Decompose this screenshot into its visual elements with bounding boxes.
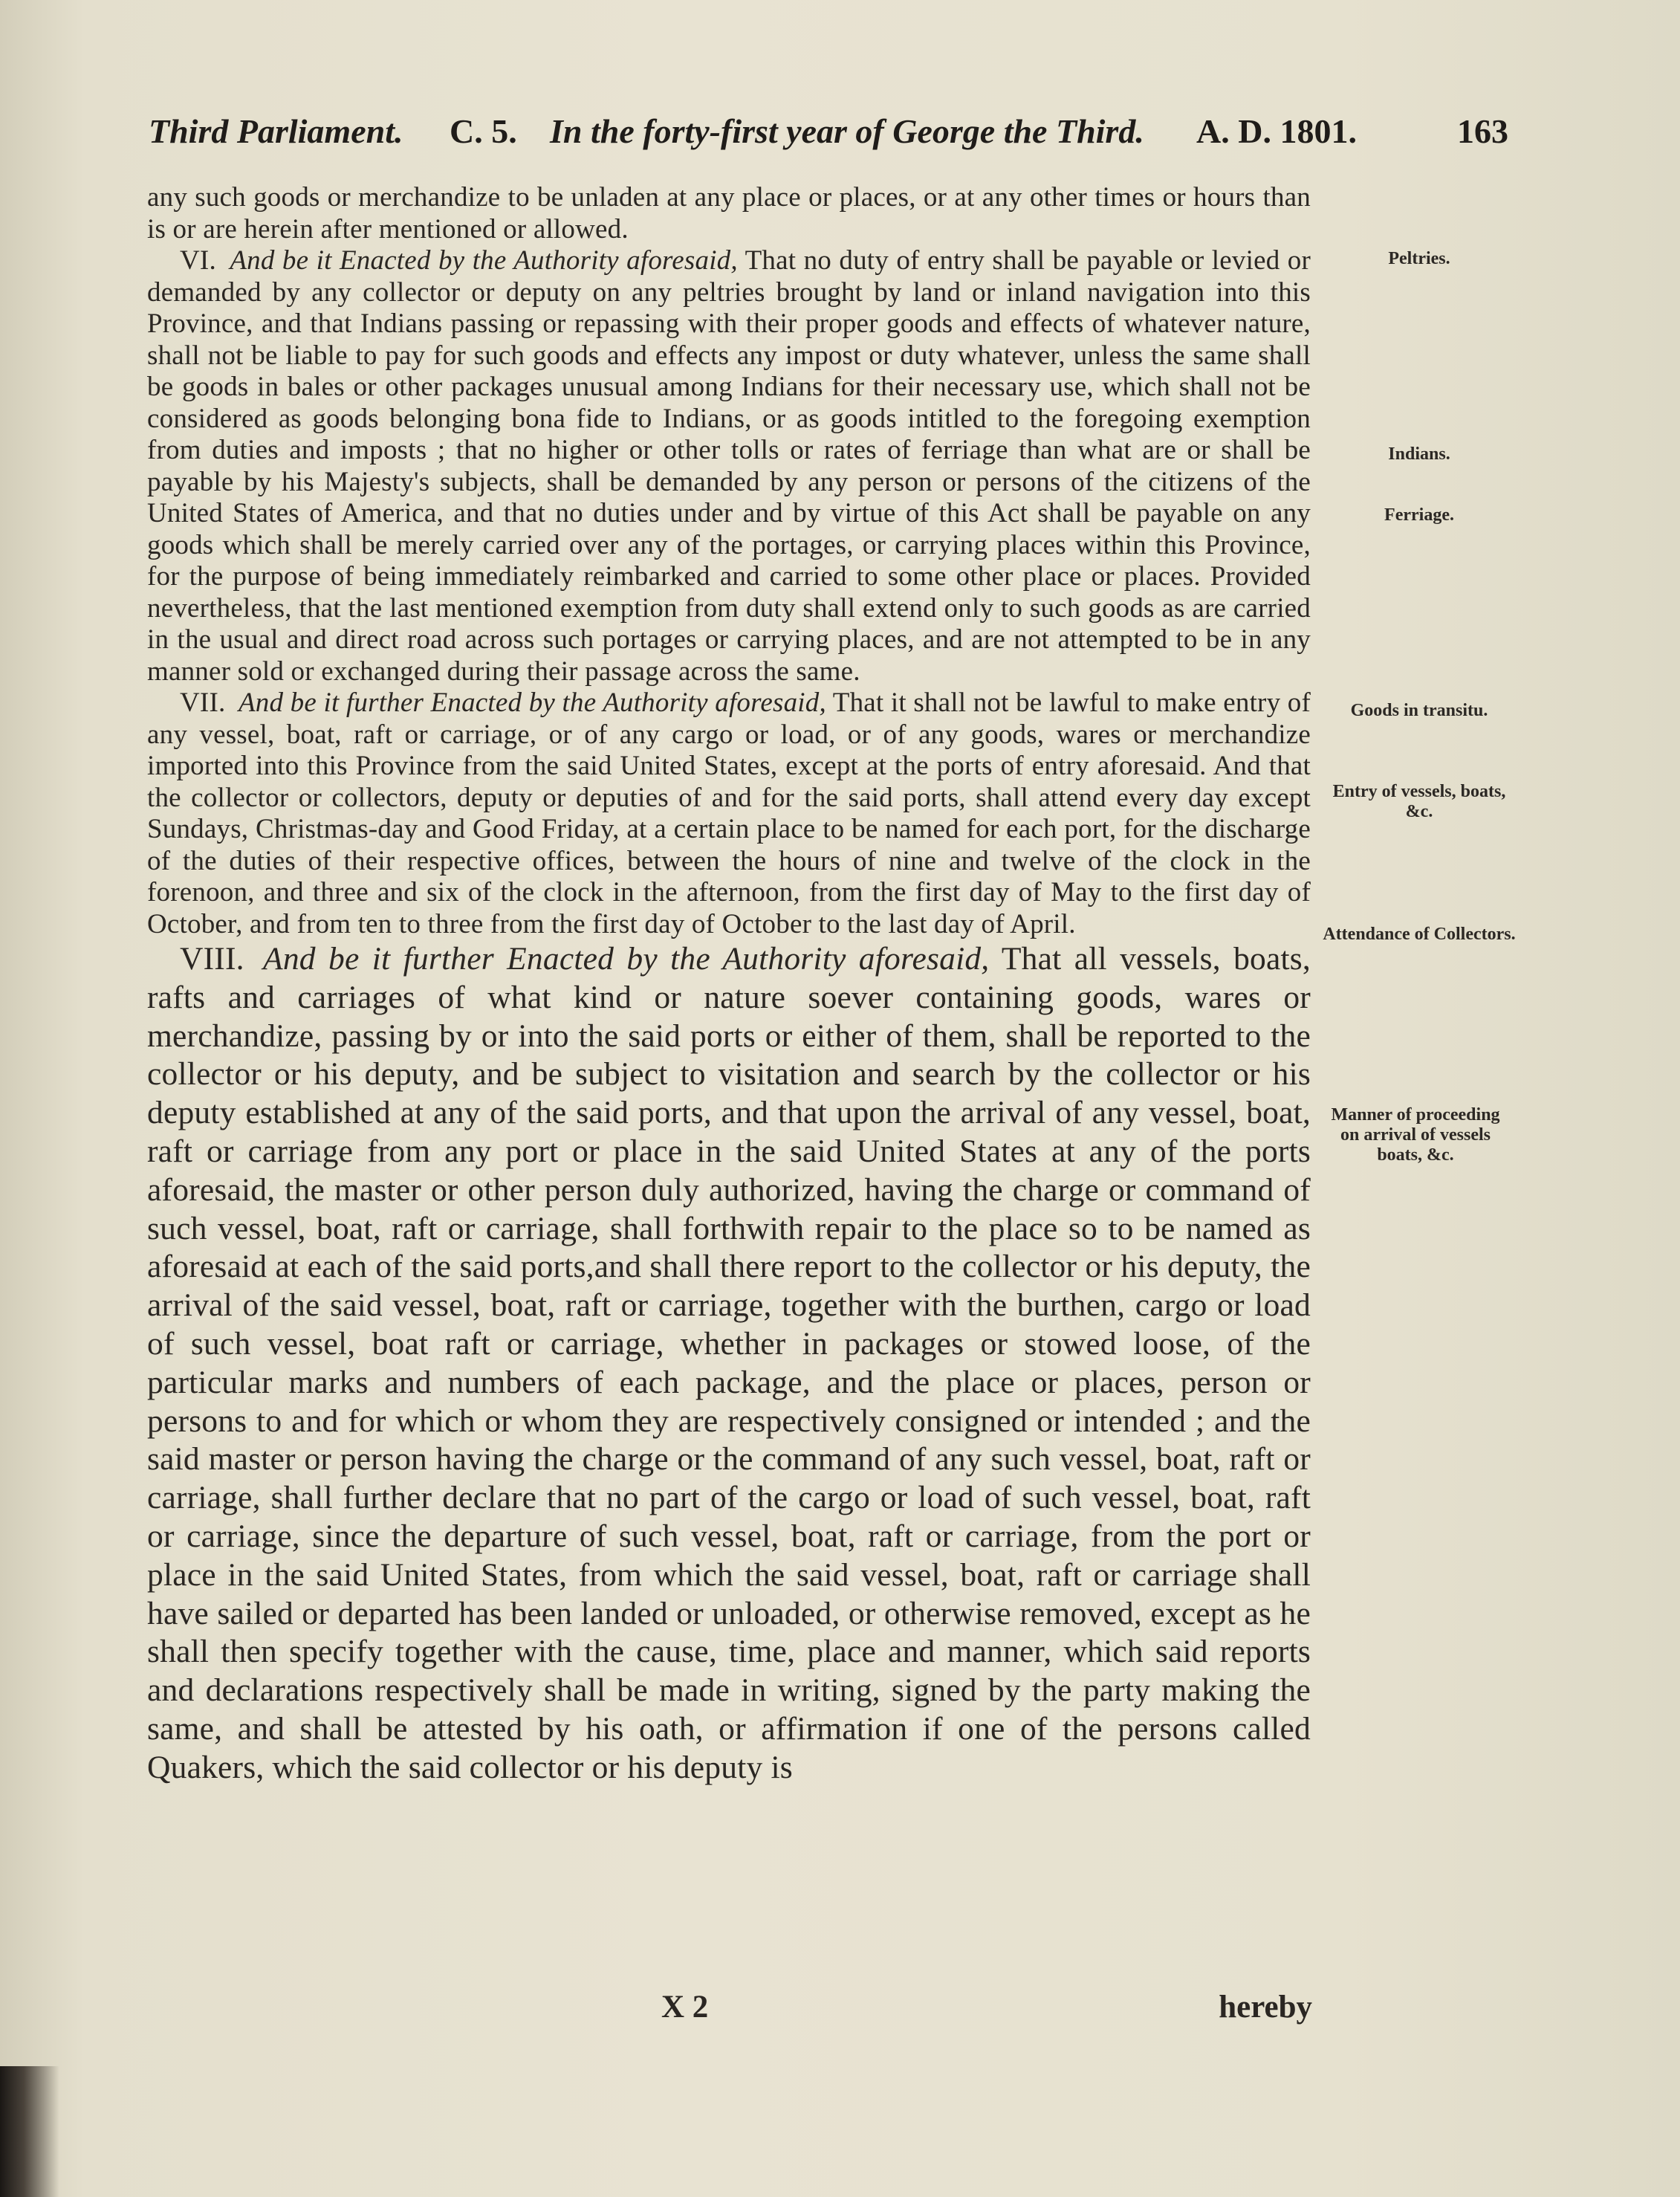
- enacting-clause-vii: And be it further Enacted by the Authority aforesaid,: [238, 687, 826, 718]
- paragraph-v-continuation: any such goods or merchandize to be unladen at any place or places, or at any other times or hours than is or are herein after mentioned or allowed.: [147, 182, 1311, 245]
- margin-note-indians: Indians.: [1388, 444, 1450, 464]
- page-footer: [149, 1989, 1315, 2033]
- margin-note-goods-in-transitu: Goods in transitu.: [1350, 701, 1488, 720]
- margin-note-peltries: Peltries.: [1388, 249, 1450, 268]
- page-number: 163: [1457, 112, 1508, 150]
- paragraph-vii: [147, 687, 1311, 940]
- section-body-vi: That no duty of entry shall be payable or levied or demanded by any collector or deputy on any peltries brought by land or inland navigation into this Province, and that Indians passing or repassing with their proper goods and effects of whatever nature, shall not be liable to pay for such goods and effects any impost or duty whatever, unless the same shall be goods in bales or other packages unusual among Indians for their necessary use, which shall not be considered as goods belonging bona fide to Indians, or as goods intitled to the foregoing exemption from duties and imposts ; that no higher or other tolls or rates of ferriage than what are or shall be payable by his Majesty's subjects, shall be demanded by any person or persons of the citizens of the United States of America, and that no duties under and by virtue of this Act shall be payable on any goods which shall be merely carried over any of the portages, or carrying places within this Province, for the purpose of being immediately reimbarked and carried to some other place or places. Provided nevertheless, that the last mentioned exemption from duty shall extend only to such goods as are carried in the usual and direct road across such portages or carrying places, and are not attempted to be in any manner sold or exchanged during their passage across the same.: [147, 245, 1311, 687]
- running-head: [149, 111, 1508, 164]
- margin-note-entry-of-vessels: Entry of vessels, boats, &c.: [1332, 782, 1506, 821]
- section-number-vi: VI.: [180, 245, 216, 276]
- margin-note-ferriage: Ferriage.: [1384, 505, 1454, 525]
- margin-note-manner-of-proceeding: Manner of proceeding on arrival of vessels boats, &c.: [1331, 1105, 1500, 1165]
- paragraph-viii: [147, 940, 1311, 1787]
- running-head-parliament: Third Parliament.: [149, 112, 403, 150]
- section-body-viii: That all vessels, boats, rafts and carriages of what kind or nature soever containing goods, wares or merchandize, passing by or into the said ports or either of them, shall be reported to the collector or his deputy, and be subject to visitation and search by the collector or his deputy established at any of the said ports, and that upon the arrival of any vessel, boat, raft or carriage from any port or place in the said United States at any of the ports aforesaid, the master or other person duly authorized, having the charge or command of such vessel, boat, raft or carriage, shall forthwith repair to the place so to be named as aforesaid at each of the said ports,and shall there report to the collector or his deputy, the arrival of the said vessel, boat, raft or carriage, together with the burthen, cargo or load of such vessel, boat raft or carriage, whether in packages or stowed loose, of the particular marks and numbers of each package, and the place or places, person or persons to and for which or whom they are respectively consigned or intended ; and the said master or person having the charge or the command of any such vessel, boat, raft or carriage, shall further declare that no part of the cargo or load of such vessel, boat, raft or carriage, since the departure of such vessel, boat, raft or carriage, from the port or place in the said United States, from which the said vessel, boat, raft or carriage shall have sailed or departed has been landed or unloaded, or otherwise removed, except as he shall then specify together with the cause, time, place and manner, which said reports and declarations respectively shall be made in writing, signed by the party making the same, and shall be attested by his oath, or affirmation if one of the persons called Quakers, which the said collector or his deputy is: [147, 941, 1311, 1785]
- section-number-viii: VIII.: [180, 941, 244, 977]
- signature-mark: X 2: [661, 1990, 709, 2025]
- enacting-clause-viii: And be it further Enacted by the Authority aforesaid,: [263, 941, 990, 977]
- body-text: [147, 182, 1311, 1787]
- large-type-block: [147, 940, 1311, 1787]
- catchword: hereby: [1219, 1990, 1312, 2025]
- running-head-regnal-year: In the forty-first year of George the Third.: [550, 112, 1144, 150]
- margin-note-attendance-of-collectors: Attendance of Collectors.: [1323, 925, 1516, 944]
- running-head-year: A. D. 1801.: [1196, 112, 1357, 150]
- section-number-vii: VII.: [180, 687, 226, 718]
- small-type-block: [147, 182, 1311, 940]
- section-body-vii: That it shall not be lawful to make entry of any vessel, boat, raft or carriage, or of any cargo or load, or of any goods, wares or merchandize imported into this Province from the said United States, except at the ports of entry aforesaid. And that the collector or collectors, deputy or deputies of and for the said ports, shall attend every day except Sundays, Christmas-day and Good Friday, at a certain place to be named for each port, for the discharge of the duties of their respective offices, between the hours of nine and twelve of the clock in the forenoon, and three and six of the clock in the afternoon, from the first day of May to the first day of October, and from ten to three from the first day of October to the last day of April.: [147, 687, 1311, 939]
- paragraph-vi: [147, 245, 1311, 687]
- enacting-clause-vi: And be it Enacted by the Authority aforesaid,: [230, 245, 738, 276]
- running-head-chapter: C. 5.: [450, 112, 517, 150]
- binding-shadow: [0, 2066, 59, 2197]
